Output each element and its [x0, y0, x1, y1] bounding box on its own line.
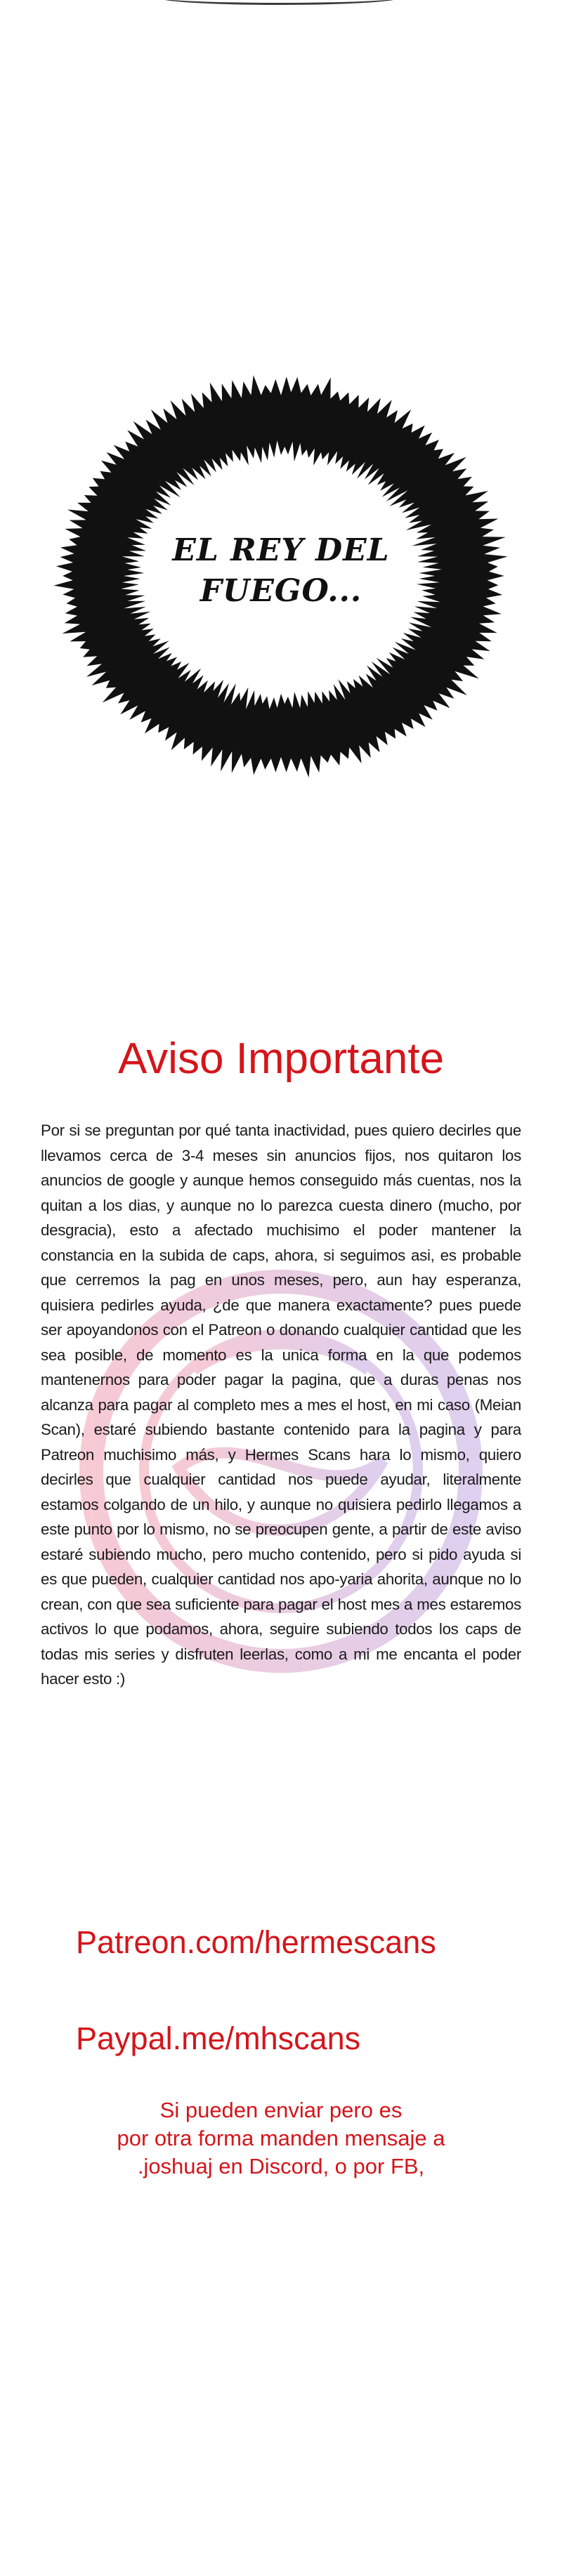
paypal-link[interactable]: Paypal.me/mhscans: [76, 2020, 361, 2056]
speech-line: FUEGO...: [200, 573, 362, 609]
contact-line: Si pueden enviar pero es: [159, 2098, 403, 2122]
previous-panel-edge: [158, 0, 400, 5]
contact-line: .joshuaj en Discord, o por FB,: [137, 2154, 425, 2179]
speech-burst: [35, 365, 527, 787]
speech-line: EL REY DEL: [172, 532, 390, 568]
notice-body: Por si se preguntan por qué tanta inactividad, pues quiero decirles que llevamos cerca de 3-4 meses sin anuncios fijos, nos quitaron los anuncios de google y aunque hemos conseguido más cuentas, nos la quitan a los dias, y aunque no lo parezca cuesta dinero (mucho, por desgracia), esto a afectado muchisimo el poder mantener la constancia en la subida de caps, ahora, si seguimos asi, es probable que cerremos la pag en unos meses, pero, aun hay esperanza, quisiera pedirles ayuda, ¿de que manera exactamente? pues puede ser apoyandonos con el Patreon o donando cualquier cantidad que les sea posible, de momento es la unica forma en la que podemos mantenernos para poder pagar la pagina, que a duras penas nos alcanza para pagar al completo mes a mes el host, en mi caso (Meian Scan), estaré subiendo bastante contenido para la pagina y para Patreon muchisimo más, y Hermes Scans hara lo mismo, quiero decirles que cualquier cantidad nos puede ayudar, literalmente estamos colgando de un hilo, y aunque no quisiera pedirlo llegamos a este punto por lo mismo, no se preocupen gente, a partir de este aviso estaré subiendo mucho, pero mucho contenido, pero si pido ayuda si es que pueden, cualquier cantidad nos apo-yaria ahorita, aunque no lo crean, con que sea suficiente para pagar el host mes a mes estaremos activos lo que podamos, ahora, seguire subiendo todos los caps de todas mis series y disfruten leerlas, como a mi me encanta el poder hacer esto :): [41, 1122, 521, 1688]
notice-title: Aviso Importante: [117, 1034, 445, 1083]
patreon-link[interactable]: Patreon.com/hermescans: [76, 1924, 436, 1960]
contact-note: [0, 2096, 562, 2181]
speech-text: [35, 530, 527, 612]
contact-line: por otra forma manden mensaje a: [117, 2126, 445, 2150]
